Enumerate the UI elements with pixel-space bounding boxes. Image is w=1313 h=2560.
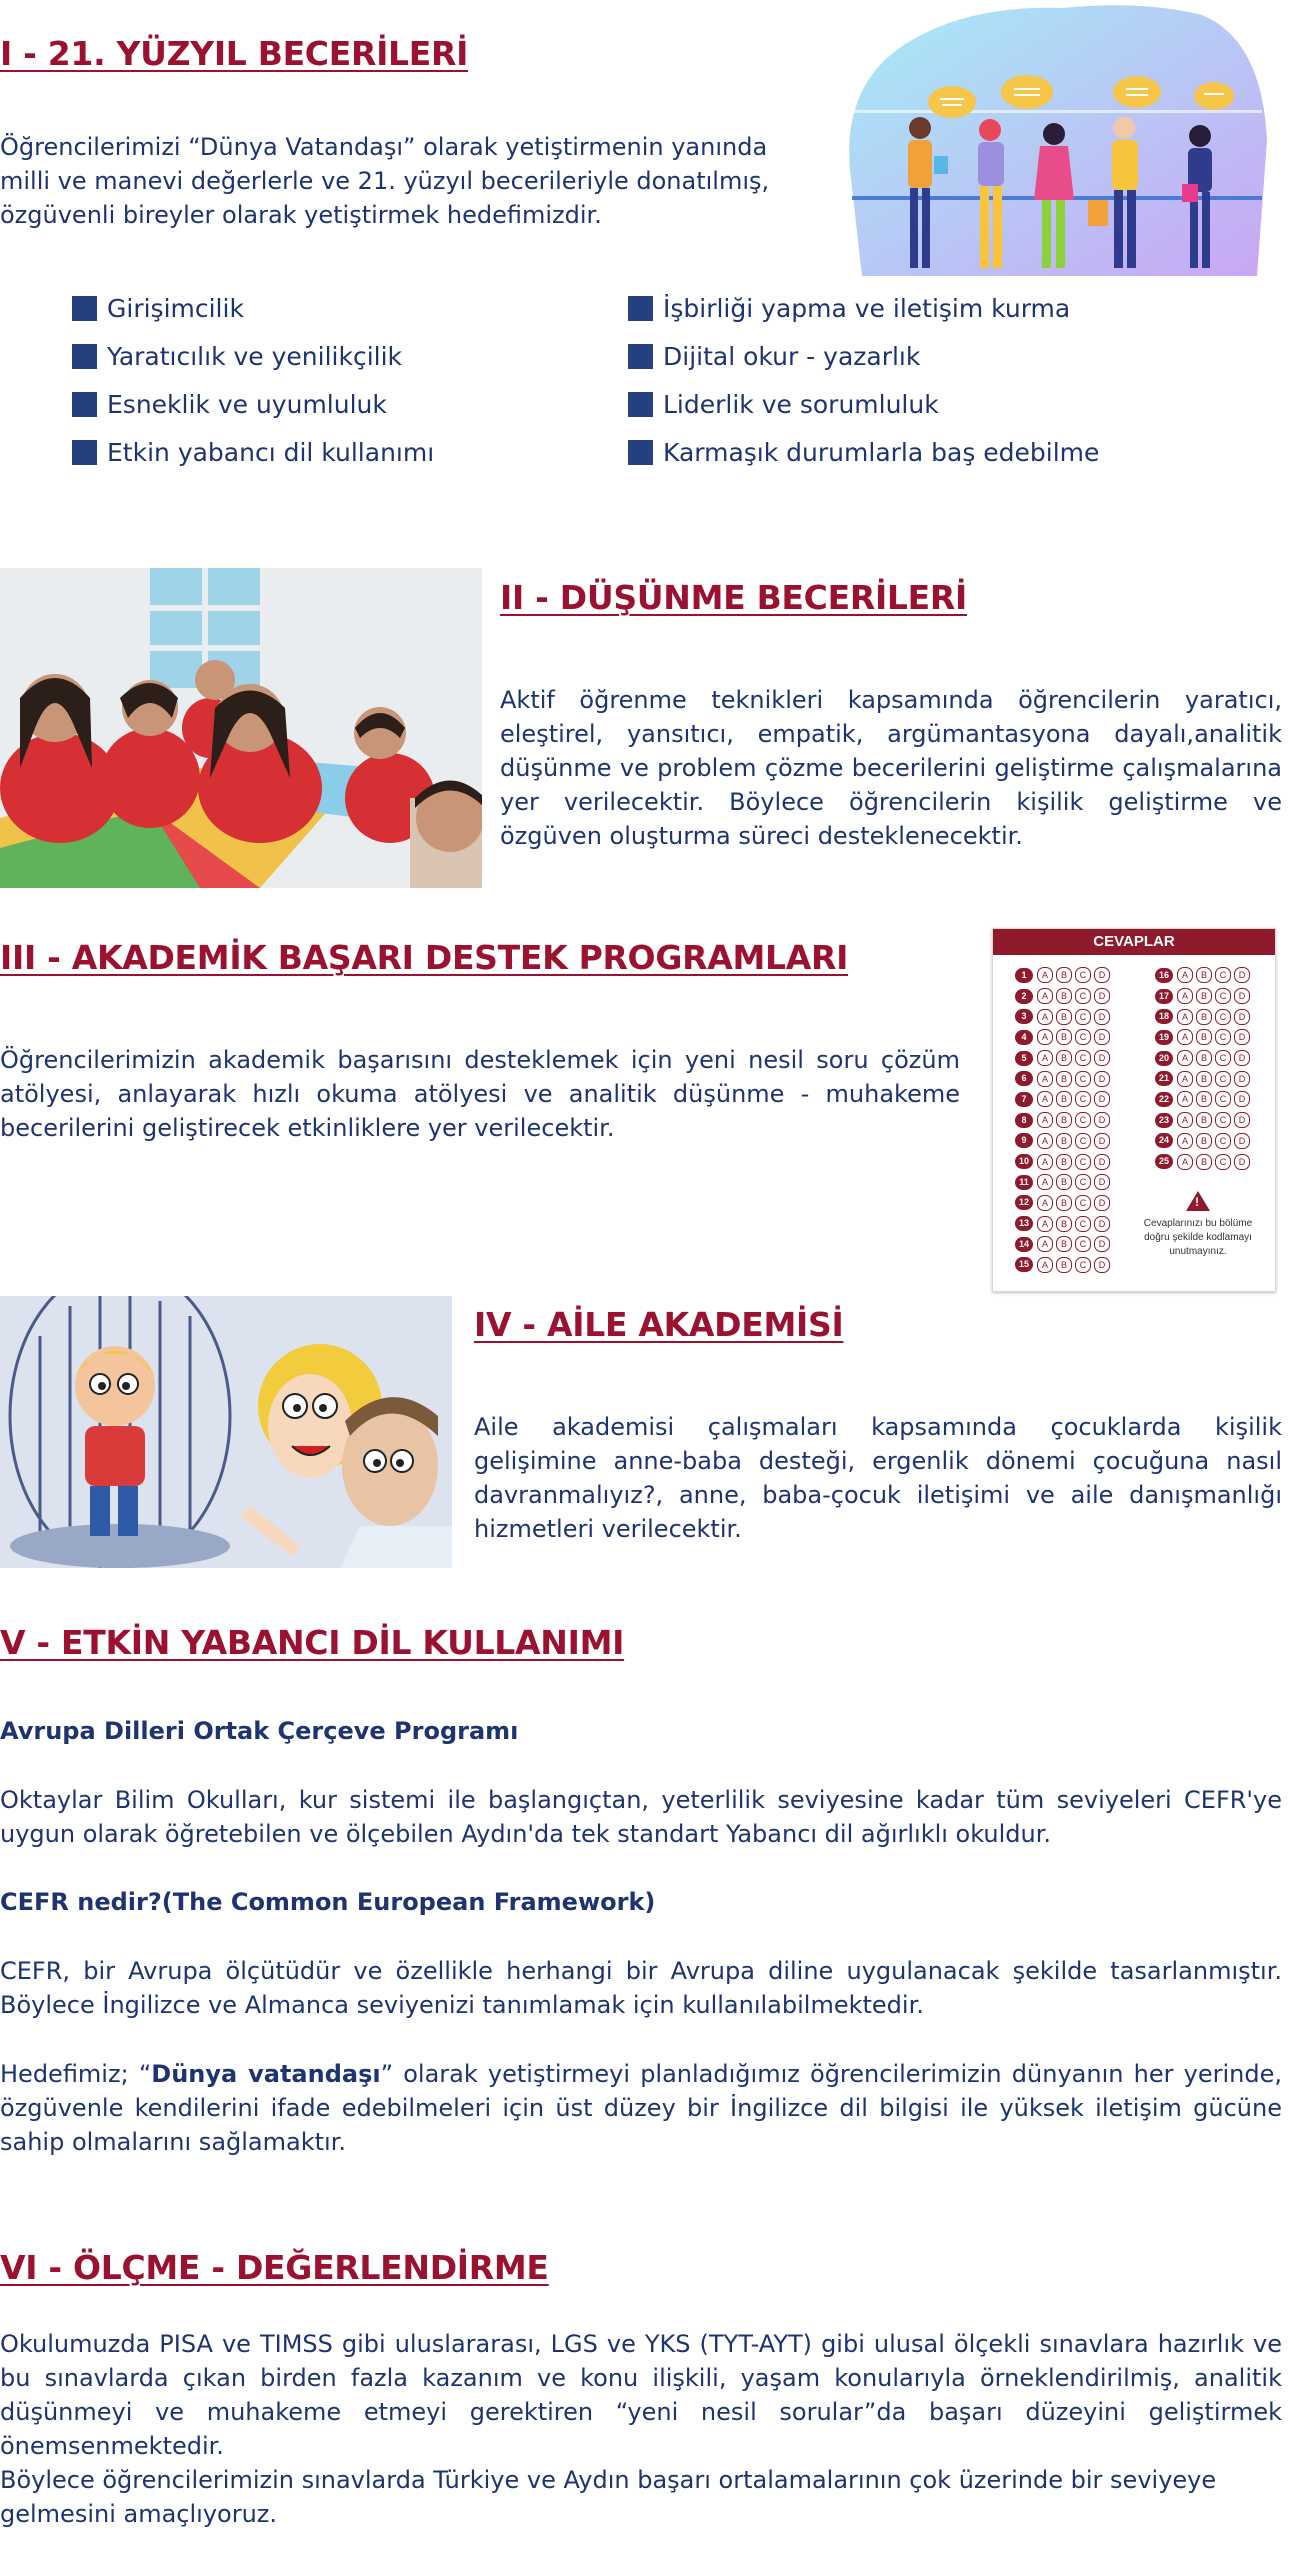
section-5-paragraph-3: Hedefimiz; “Dünya vatandaşı” olarak yetiştirmeyi planladığımız öğrencilerimizin dünyanın her yerinde, özgüvenle kendilerini ifade edebilmeleri için üst düzey bir İngilizce dil bilgisi ile yüksek iletişim gücüne sahip olmalarını sağlamaktır. <box>0 2060 1282 2156</box>
question-number: 23 <box>1155 1113 1173 1128</box>
answer-row <box>1015 1006 1113 1027</box>
section-5-paragraph-2: CEFR, bir Avrupa ölçütüdür ve özellikle herhangi bir Avrupa diline uygulanacak şekilde tasarlanmıştır. Böylece İngilizce ve Almanca seviyenizi tanımlamak için kullanılabilmektedir. <box>0 1957 1282 2019</box>
answer-bubble: B <box>1056 1257 1072 1273</box>
answer-row <box>1015 1234 1113 1255</box>
answer-bubble: A <box>1037 1112 1053 1128</box>
answer-bubble: B <box>1056 1091 1072 1107</box>
answer-row <box>1155 1151 1253 1172</box>
question-number: 4 <box>1015 1030 1033 1045</box>
answer-row <box>1015 1068 1113 1089</box>
answer-bubble: B <box>1056 1236 1072 1252</box>
answer-row <box>1155 1027 1253 1048</box>
answer-bubble: A <box>1037 1029 1053 1045</box>
question-number: 21 <box>1155 1071 1173 1086</box>
skills-list-left <box>72 284 592 476</box>
question-number: 12 <box>1015 1195 1033 1210</box>
answer-bubble: B <box>1056 967 1072 983</box>
answer-bubble: A <box>1177 1029 1193 1045</box>
warning-icon: ! <box>1186 1191 1210 1211</box>
question-number: 19 <box>1155 1030 1173 1045</box>
answer-row <box>1015 1048 1113 1069</box>
answer-bubble: C <box>1215 1009 1231 1025</box>
answer-bubble: D <box>1234 1154 1250 1170</box>
answer-row <box>1015 1172 1113 1193</box>
answer-bubble: C <box>1075 988 1091 1004</box>
question-number: 22 <box>1155 1092 1173 1107</box>
answer-bubble: B <box>1196 1029 1212 1045</box>
answer-bubble: B <box>1196 1071 1212 1087</box>
answer-bubble: C <box>1075 1195 1091 1211</box>
question-number: 14 <box>1015 1237 1033 1252</box>
answer-bubble: C <box>1215 1133 1231 1149</box>
answer-bubble: A <box>1177 1050 1193 1066</box>
question-number: 16 <box>1155 968 1173 983</box>
answer-row <box>1015 986 1113 1007</box>
answer-bubble: B <box>1056 1029 1072 1045</box>
answer-bubble: C <box>1215 1029 1231 1045</box>
family-cartoon-illustration <box>0 1296 452 1568</box>
answer-bubble: A <box>1037 1236 1053 1252</box>
answer-bubble: A <box>1037 1133 1053 1149</box>
answer-row <box>1015 1089 1113 1110</box>
answer-row <box>1155 1006 1253 1027</box>
answer-bubble: D <box>1094 1257 1110 1273</box>
answer-bubble: C <box>1215 1091 1231 1107</box>
answer-bubble: C <box>1075 1029 1091 1045</box>
list-item: Karmaşık durumlarla baş edebilme <box>628 428 1268 476</box>
answer-bubble: B <box>1056 1216 1072 1232</box>
answer-row <box>1155 1048 1253 1069</box>
section-5-paragraph-1: Oktaylar Bilim Okulları, kur sistemi ile başlangıçtan, yeterlilik seviyesine kadar tüm seviyeleri CEFR'ye uygun olarak öğretebilen ve ölçebilen Aydın'da tek standart Yabancı dil ağırlıklı okuldur. <box>0 1786 1282 1848</box>
answer-bubble: A <box>1037 1050 1053 1066</box>
answer-row <box>1155 965 1253 986</box>
answer-bubble: C <box>1215 1050 1231 1066</box>
answer-bubble: C <box>1075 1112 1091 1128</box>
answer-row <box>1015 1193 1113 1214</box>
answer-bubble: A <box>1037 1009 1053 1025</box>
question-number: 5 <box>1015 1051 1033 1066</box>
square-bullet-icon <box>72 296 97 321</box>
answer-bubble: B <box>1056 1071 1072 1087</box>
answer-row <box>1015 1151 1113 1172</box>
answer-bubble: C <box>1215 1154 1231 1170</box>
answer-row <box>1155 1110 1253 1131</box>
answer-bubble: C <box>1075 1154 1091 1170</box>
answer-sheet-header: CEVAPLAR <box>993 929 1275 955</box>
answer-bubble: A <box>1037 1154 1053 1170</box>
answer-bubble: B <box>1196 1154 1212 1170</box>
answer-bubble: D <box>1094 967 1110 983</box>
square-bullet-icon <box>72 440 97 465</box>
question-number: 9 <box>1015 1133 1033 1148</box>
answer-bubble: A <box>1177 1009 1193 1025</box>
answer-bubble: C <box>1075 1071 1091 1087</box>
answer-bubble: C <box>1075 1174 1091 1190</box>
answer-sheet-warning: ! Cevaplarınızı bu bölüme doğru şekilde kodlamayı unutmayınız. <box>1133 1191 1263 1259</box>
question-number: 3 <box>1015 1009 1033 1024</box>
answer-bubble: B <box>1196 1112 1212 1128</box>
answer-bubble: D <box>1234 1029 1250 1045</box>
square-bullet-icon <box>628 296 653 321</box>
section-6-paragraph-2: Böylece öğrencilerimizin sınavlarda Türkiye ve Aydın başarı ortalamalarının çok üzerinde bir seviyeye gelmesini amaçlıyoruz. <box>0 2466 1217 2528</box>
question-number: 8 <box>1015 1113 1033 1128</box>
answer-bubble: B <box>1056 1050 1072 1066</box>
answer-bubble: D <box>1234 1133 1250 1149</box>
question-number: 24 <box>1155 1133 1173 1148</box>
answer-row <box>1155 986 1253 1007</box>
answer-bubble: C <box>1075 1216 1091 1232</box>
answer-row <box>1015 1213 1113 1234</box>
answer-bubble: A <box>1177 967 1193 983</box>
answer-bubble: A <box>1037 1216 1053 1232</box>
answer-bubble: A <box>1037 1071 1053 1087</box>
answer-bubble: C <box>1075 1257 1091 1273</box>
answer-bubble: C <box>1075 1091 1091 1107</box>
answer-row <box>1155 1131 1253 1152</box>
answer-bubble: C <box>1215 1112 1231 1128</box>
answer-bubble: B <box>1056 1174 1072 1190</box>
answer-bubble: D <box>1094 988 1110 1004</box>
section-1-intro: Öğrencilerimizi “Dünya Vatandaşı” olarak yetiştirmenin yanında milli ve manevi değerlerle ve 21. yüzyıl becerileriyle donatılmış, özgüvenli bireyler olarak yetiştirmek hedefimizdir. <box>0 133 770 229</box>
list-item: Liderlik ve sorumluluk <box>628 380 1268 428</box>
question-number: 1 <box>1015 968 1033 983</box>
section-6-paragraph-1: Okulumuzda PISA ve TIMSS gibi uluslararası, LGS ve YKS (TYT-AYT) gibi ulusal ölçekli sınavlara hazırlık ve bu sınavlarda çıkan birden fazla kazanım ve konu ilişkili, yaşam konularıyla örneklendirilmiş, analitik düşünmeyi ve muhakeme etmeyi gerektiren “yeni nesil sorular”da başarı düzeyini geliştirmek önemsenmektedir. <box>0 2330 1282 2460</box>
section-1-title: I - 21. YÜZYIL BECERİLERİ <box>0 34 469 73</box>
answer-bubble: D <box>1094 1174 1110 1190</box>
answer-bubble: C <box>1215 1071 1231 1087</box>
answer-bubble: B <box>1196 967 1212 983</box>
answer-bubble: B <box>1056 988 1072 1004</box>
answer-bubble: B <box>1196 1050 1212 1066</box>
question-number: 6 <box>1015 1071 1033 1086</box>
answer-bubble: A <box>1177 1154 1193 1170</box>
section-5-subheading-2: CEFR nedir?(The Common European Framework) <box>0 1888 656 1916</box>
answer-bubble: B <box>1056 1133 1072 1149</box>
answer-row <box>1015 1110 1113 1131</box>
section-4-text: Aile akademisi çalışmaları kapsamında çocuklarda kişilik gelişimine anne-baba desteği, ergenlik dönemi çocuğuna nasıl davranmalıyız?, anne, baba-çocuk iletişimi ve aile danışmanlığı hizmetleri verilecektir. <box>474 1413 1282 1543</box>
answer-bubble: A <box>1037 1091 1053 1107</box>
answer-bubble: C <box>1075 1236 1091 1252</box>
answer-bubble: B <box>1056 1195 1072 1211</box>
answer-bubble: D <box>1094 1195 1110 1211</box>
question-number: 11 <box>1015 1175 1033 1190</box>
question-number: 15 <box>1015 1257 1033 1272</box>
answer-bubble: D <box>1234 967 1250 983</box>
square-bullet-icon <box>628 392 653 417</box>
section-2-text: Aktif öğrenme teknikleri kapsamında öğrencilerin yaratıcı, eleştirel, yansıtıcı, empatik, argümantasyona dayalı,analitik düşünme ve problem çözme becerilerini geliştirme çalışmalarına yer verilecektir. Böylece öğrencilerin kişilik geliştirme ve özgüven oluşturma süreci desteklenecektir. <box>500 686 1282 850</box>
section-5-title: V - ETKİN YABANCI DİL KULLANIMI <box>0 1623 625 1662</box>
list-item: Dijital okur - yazarlık <box>628 332 1268 380</box>
students-classroom-photo <box>0 568 482 888</box>
answer-bubble: A <box>1037 1174 1053 1190</box>
answer-bubble: D <box>1094 1009 1110 1025</box>
answer-bubble: C <box>1215 988 1231 1004</box>
answer-bubble: D <box>1094 1236 1110 1252</box>
answer-bubble: A <box>1037 1257 1053 1273</box>
question-number: 10 <box>1015 1154 1033 1169</box>
answer-row <box>1015 1255 1113 1276</box>
list-item: İşbirliği yapma ve iletişim kurma <box>628 284 1268 332</box>
square-bullet-icon <box>72 344 97 369</box>
answer-bubble: A <box>1177 1112 1193 1128</box>
answer-row <box>1015 1131 1113 1152</box>
answer-bubble: D <box>1094 1029 1110 1045</box>
answer-bubble: A <box>1177 1133 1193 1149</box>
answer-row <box>1155 1068 1253 1089</box>
answer-bubble: B <box>1056 1112 1072 1128</box>
answer-bubble: A <box>1037 988 1053 1004</box>
answer-sheet-image <box>992 928 1276 1292</box>
section-3-text: Öğrencilerimizin akademik başarısını desteklemek için yeni nesil soru çözüm atölyesi, anlayarak hızlı okuma atölyesi ve analitik düşünme - muhakeme becerilerini geliştirecek etkinliklere yer verilecektir. <box>0 1046 960 1142</box>
skills-list-right <box>628 284 1268 476</box>
question-number: 17 <box>1155 989 1173 1004</box>
answer-bubble: D <box>1234 1112 1250 1128</box>
answer-bubble: D <box>1094 1050 1110 1066</box>
section-2-title: II - DÜŞÜNME BECERİLERİ <box>500 578 967 617</box>
list-item: Girişimcilik <box>72 284 592 332</box>
square-bullet-icon <box>72 392 97 417</box>
answer-bubble: D <box>1094 1071 1110 1087</box>
answer-bubble: B <box>1196 1009 1212 1025</box>
answer-bubble: B <box>1056 1009 1072 1025</box>
square-bullet-icon <box>628 344 653 369</box>
answer-bubble: D <box>1094 1091 1110 1107</box>
answer-row <box>1015 1027 1113 1048</box>
section-6-title: VI - ÖLÇME - DEĞERLENDİRME <box>0 2248 549 2287</box>
answer-row <box>1015 965 1113 986</box>
answer-bubble: C <box>1075 1050 1091 1066</box>
answer-bubble: C <box>1075 1009 1091 1025</box>
answer-bubble: A <box>1037 967 1053 983</box>
square-bullet-icon <box>628 440 653 465</box>
list-item: Yaratıcılık ve yenilikçilik <box>72 332 592 380</box>
list-item: Esneklik ve uyumluluk <box>72 380 592 428</box>
answer-column-2 <box>1155 965 1253 1172</box>
answer-bubble: D <box>1094 1154 1110 1170</box>
answer-bubble: A <box>1177 988 1193 1004</box>
answer-bubble: B <box>1056 1154 1072 1170</box>
section-5-subheading-1: Avrupa Dilleri Ortak Çerçeve Programı <box>0 1717 519 1745</box>
answer-bubble: C <box>1215 967 1231 983</box>
answer-bubble: C <box>1075 1133 1091 1149</box>
answer-bubble: A <box>1037 1195 1053 1211</box>
section-4-title: IV - AİLE AKADEMİSİ <box>474 1305 844 1344</box>
answer-bubble: A <box>1177 1071 1193 1087</box>
answer-column-1 <box>1015 965 1113 1275</box>
answer-bubble: A <box>1177 1091 1193 1107</box>
question-number: 25 <box>1155 1154 1173 1169</box>
question-number: 2 <box>1015 989 1033 1004</box>
answer-bubble: D <box>1094 1216 1110 1232</box>
question-number: 13 <box>1015 1216 1033 1231</box>
answer-bubble: D <box>1234 1009 1250 1025</box>
list-item: Etkin yabancı dil kullanımı <box>72 428 592 476</box>
people-talking-illustration <box>842 0 1272 276</box>
question-number: 7 <box>1015 1092 1033 1107</box>
answer-bubble: D <box>1234 1071 1250 1087</box>
answer-bubble: B <box>1196 988 1212 1004</box>
answer-bubble: D <box>1234 1050 1250 1066</box>
question-number: 18 <box>1155 1009 1173 1024</box>
answer-bubble: B <box>1196 1133 1212 1149</box>
answer-bubble: C <box>1075 967 1091 983</box>
answer-bubble: D <box>1234 1091 1250 1107</box>
section-3-title: III - AKADEMİK BAŞARI DESTEK PROGRAMLARI <box>0 938 849 977</box>
answer-bubble: D <box>1234 988 1250 1004</box>
answer-bubble: D <box>1094 1133 1110 1149</box>
question-number: 20 <box>1155 1051 1173 1066</box>
answer-bubble: B <box>1196 1091 1212 1107</box>
answer-bubble: D <box>1094 1112 1110 1128</box>
answer-row <box>1155 1089 1253 1110</box>
